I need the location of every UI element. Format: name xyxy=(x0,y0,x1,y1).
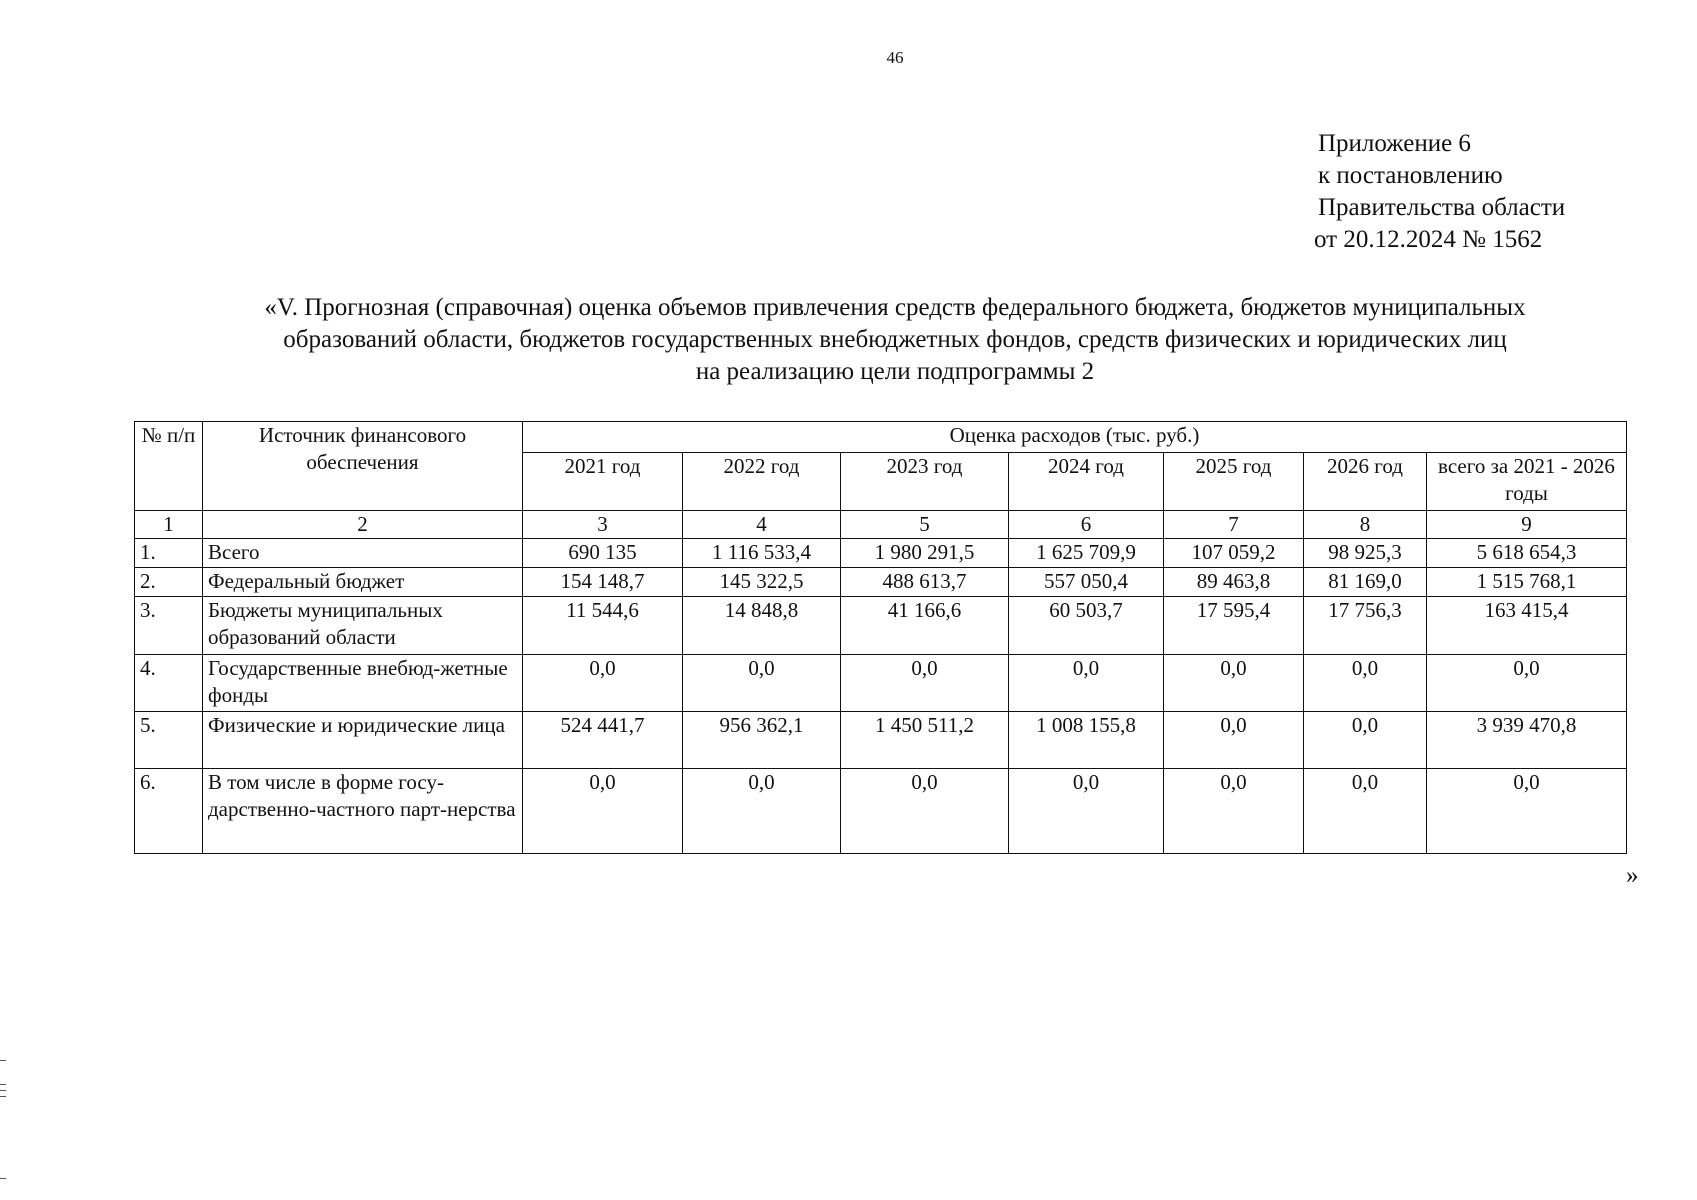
header-year-2024: 2024 год xyxy=(1009,453,1164,511)
column-number: 9 xyxy=(1427,511,1627,539)
financing-table-wrap xyxy=(134,421,1627,854)
row-num: 5. xyxy=(135,712,203,769)
header-total: всего за 2021 - 2026 годы xyxy=(1427,453,1627,511)
row-value: 488 613,7 xyxy=(841,568,1009,597)
row-value: 0,0 xyxy=(1304,712,1427,769)
scan-margin-mark xyxy=(0,1178,6,1179)
column-number-row xyxy=(135,511,1627,539)
row-source: Федеральный бюджет xyxy=(203,568,523,597)
column-number: 8 xyxy=(1304,511,1427,539)
row-value: 60 503,7 xyxy=(1009,597,1164,655)
row-value: 154 148,7 xyxy=(523,568,683,597)
scan-margin-mark xyxy=(0,1096,6,1097)
row-value: 0,0 xyxy=(1164,712,1304,769)
appendix-line: Правительства области xyxy=(1318,194,1566,221)
header-row-group xyxy=(135,422,1627,453)
column-number: 7 xyxy=(1164,511,1304,539)
row-value: 0,0 xyxy=(1164,655,1304,712)
column-number: 1 xyxy=(135,511,203,539)
row-value: 11 544,6 xyxy=(523,597,683,655)
header-year-2025: 2025 год xyxy=(1164,453,1304,511)
row-value: 1 008 155,8 xyxy=(1009,712,1164,769)
row-value: 17 756,3 xyxy=(1304,597,1427,655)
row-num: 3. xyxy=(135,597,203,655)
scan-margin-mark xyxy=(0,1084,6,1085)
row-value: 956 362,1 xyxy=(683,712,841,769)
column-number: 2 xyxy=(203,511,523,539)
header-source: Источник финансового обеспечения xyxy=(203,422,523,511)
table-row xyxy=(135,568,1627,597)
row-value: 0,0 xyxy=(1427,769,1627,854)
row-value: 1 980 291,5 xyxy=(841,539,1009,568)
column-number: 5 xyxy=(841,511,1009,539)
row-value: 1 450 511,2 xyxy=(841,712,1009,769)
row-value: 557 050,4 xyxy=(1009,568,1164,597)
row-value: 0,0 xyxy=(1304,769,1427,854)
header-year-2022: 2022 год xyxy=(683,453,841,511)
financing-table xyxy=(134,421,1627,854)
row-value: 524 441,7 xyxy=(523,712,683,769)
scan-margin-mark xyxy=(0,1090,6,1091)
row-num: 1. xyxy=(135,539,203,568)
row-value: 14 848,8 xyxy=(683,597,841,655)
header-year-2023: 2023 год xyxy=(841,453,1009,511)
table-row xyxy=(135,597,1627,655)
row-value: 5 618 654,3 xyxy=(1427,539,1627,568)
row-num: 6. xyxy=(135,769,203,854)
row-value: 145 322,5 xyxy=(683,568,841,597)
row-num: 4. xyxy=(135,655,203,712)
header-num: № п/п xyxy=(135,422,203,511)
title-line: образований области, бюджетов государственных внебюджетных фондов, средств физических и юридических лиц xyxy=(283,326,1507,353)
column-number: 4 xyxy=(683,511,841,539)
column-number: 3 xyxy=(523,511,683,539)
closing-quote: » xyxy=(1626,862,1639,889)
row-value: 1 515 768,1 xyxy=(1427,568,1627,597)
row-source: Бюджеты муниципальных образований области xyxy=(203,597,523,655)
title-line: «V. Прогнозная (справочная) оценка объемов привлечения средств федерального бюджета, бюджетов муниципальных xyxy=(264,294,1526,321)
row-value: 0,0 xyxy=(1304,655,1427,712)
header-year-2026: 2026 год xyxy=(1304,453,1427,511)
row-value: 0,0 xyxy=(841,655,1009,712)
row-value: 107 059,2 xyxy=(1164,539,1304,568)
row-value: 0,0 xyxy=(1009,655,1164,712)
table-row xyxy=(135,769,1627,854)
row-value: 0,0 xyxy=(1009,769,1164,854)
row-num: 2. xyxy=(135,568,203,597)
row-value: 0,0 xyxy=(1164,769,1304,854)
row-value: 0,0 xyxy=(523,769,683,854)
title-line: на реализацию цели подпрограммы 2 xyxy=(695,358,1095,385)
appendix-line: от 20.12.2024 № 1562 xyxy=(1314,226,1543,253)
table-row xyxy=(135,539,1627,568)
document-title xyxy=(150,292,1640,388)
table-row xyxy=(135,655,1627,712)
row-value: 1 625 709,9 xyxy=(1009,539,1164,568)
row-value: 89 463,8 xyxy=(1164,568,1304,597)
row-source: Физические и юридические лица xyxy=(203,712,523,769)
appendix-line: к постановлению xyxy=(1318,162,1503,189)
page-number: 46 xyxy=(886,48,904,67)
header-expenses-group: Оценка расходов (тыс. руб.) xyxy=(523,422,1627,453)
row-value: 1 116 533,4 xyxy=(683,539,841,568)
row-value: 0,0 xyxy=(523,655,683,712)
column-number: 6 xyxy=(1009,511,1164,539)
row-value: 17 595,4 xyxy=(1164,597,1304,655)
row-source: Государственные внебюд-жетные фонды xyxy=(203,655,523,712)
row-source: В том числе в форме госу-дарственно-частного парт-нерства xyxy=(203,769,523,854)
row-value: 81 169,0 xyxy=(1304,568,1427,597)
row-value: 41 166,6 xyxy=(841,597,1009,655)
row-value: 690 135 xyxy=(523,539,683,568)
appendix-line: Приложение 6 xyxy=(1318,130,1471,157)
appendix-block xyxy=(1314,128,1566,256)
table-row xyxy=(135,712,1627,769)
row-source: Всего xyxy=(203,539,523,568)
row-value: 3 939 470,8 xyxy=(1427,712,1627,769)
row-value: 0,0 xyxy=(841,769,1009,854)
row-value: 163 415,4 xyxy=(1427,597,1627,655)
row-value: 0,0 xyxy=(683,655,841,712)
row-value: 0,0 xyxy=(1427,655,1627,712)
row-value: 0,0 xyxy=(683,769,841,854)
row-value: 98 925,3 xyxy=(1304,539,1427,568)
header-year-2021: 2021 год xyxy=(523,453,683,511)
scan-margin-mark xyxy=(0,1060,6,1061)
